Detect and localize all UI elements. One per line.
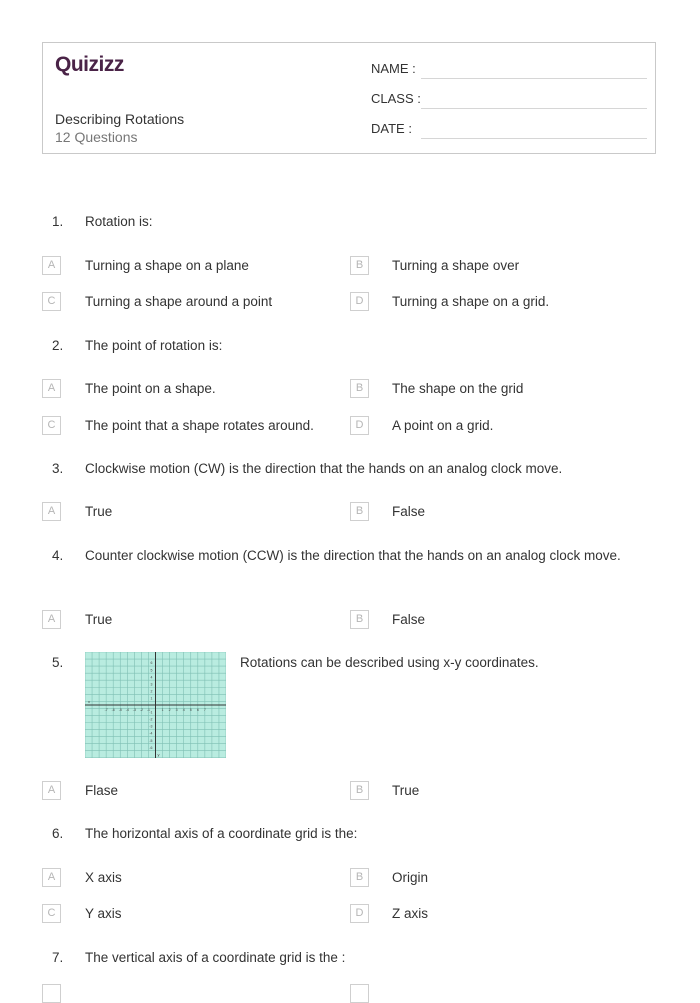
option-text: Turning a shape over [392, 258, 520, 273]
option-text: Z axis [392, 906, 429, 921]
coordinate-grid-image [85, 652, 226, 758]
x-tick-label: -4 [125, 708, 129, 712]
class-field[interactable] [421, 108, 647, 109]
question-number: 7. [52, 950, 64, 965]
y-tick-label: -6 [149, 745, 153, 750]
option-text: The point that a shape rotates around. [85, 418, 314, 433]
option-letter-partial [350, 984, 369, 1003]
x-tick-label: -5 [118, 708, 122, 712]
option-text: Origin [392, 870, 429, 885]
name-field[interactable] [421, 78, 647, 79]
y-tick-label: -1 [149, 710, 153, 715]
option-text: False [392, 612, 426, 627]
option-text: Turning a shape on a plane [85, 258, 249, 273]
option-text: Y axis [85, 906, 122, 921]
option-letter-partial [42, 984, 61, 1003]
question-text: The point of rotation is: [85, 338, 223, 353]
option-letter: D [350, 292, 369, 311]
question-count: 12 Questions [55, 129, 138, 145]
y-tick-label: -2 [149, 717, 153, 722]
name-label: NAME : [371, 61, 416, 76]
option-text: The point on a shape. [85, 381, 216, 396]
y-axis-letter: y [157, 752, 160, 757]
option-letter: A [42, 256, 61, 275]
x-tick-label: 2 [168, 708, 171, 712]
option-text: True [392, 783, 420, 798]
question-number: 4. [52, 548, 64, 563]
x-tick-label: -6 [111, 708, 115, 712]
question-text: The vertical axis of a coordinate grid is the : [85, 950, 346, 965]
option-text: Turning a shape on a grid. [392, 294, 550, 309]
option-letter: C [42, 292, 61, 311]
x-tick-label: -2 [139, 708, 143, 712]
option-letter: D [350, 904, 369, 923]
option-letter: D [350, 416, 369, 435]
option-text: True [85, 612, 113, 627]
option-letter: B [350, 256, 369, 275]
x-tick-label: 6 [196, 708, 199, 712]
class-label: CLASS : [371, 91, 421, 106]
x-tick-label: -7 [104, 708, 108, 712]
x-axis-letter: x [88, 699, 90, 704]
question-number: 6. [52, 826, 64, 841]
option-letter: A [42, 379, 61, 398]
option-letter: C [42, 904, 61, 923]
x-tick-label: 1 [161, 708, 164, 712]
option-text: The shape on the grid [392, 381, 524, 396]
y-tick-label: 6 [150, 661, 153, 666]
option-letter: A [42, 781, 61, 800]
question-text: Counter clockwise motion (CCW) is the direction that the hands on an analog clock move. [85, 548, 621, 563]
question-text: Clockwise motion (CW) is the direction that the hands on an analog clock move. [85, 461, 563, 476]
option-letter: B [350, 781, 369, 800]
option-letter: B [350, 610, 369, 629]
date-field[interactable] [421, 138, 647, 139]
x-tick-label: 3 [175, 708, 178, 712]
x-tick-label: -1 [146, 708, 151, 712]
x-tick-label: -3 [132, 708, 136, 712]
question-text: Rotation is: [85, 214, 153, 229]
y-tick-label: -5 [149, 738, 153, 743]
date-label: DATE : [371, 121, 412, 136]
option-letter: C [42, 416, 61, 435]
x-tick-label: 7 [203, 708, 206, 712]
option-text: Flase [85, 783, 119, 798]
option-letter: A [42, 610, 61, 629]
option-letter: B [350, 379, 369, 398]
option-text: A point on a grid. [392, 418, 494, 433]
y-tick-label: 3 [150, 682, 153, 687]
option-letter: A [42, 502, 61, 521]
question-number: 2. [52, 338, 64, 353]
y-tick-label: 4 [150, 675, 153, 680]
option-letter: B [350, 502, 369, 521]
option-text: False [392, 504, 426, 519]
option-letter: A [42, 868, 61, 887]
x-tick-label: 5 [189, 708, 192, 712]
option-text: X axis [85, 870, 122, 885]
question-text: Rotations can be described using x-y coordinates. [240, 655, 539, 670]
y-tick-label: -4 [149, 731, 153, 736]
x-tick-label: 4 [182, 708, 185, 712]
worksheet-header [42, 42, 656, 154]
option-text: True [85, 504, 113, 519]
option-letter: B [350, 868, 369, 887]
quizizz-logo: Quizizz [55, 53, 124, 76]
y-tick-label: 1 [150, 696, 153, 701]
question-text: The horizontal axis of a coordinate grid is the: [85, 826, 358, 841]
question-number: 1. [52, 214, 64, 229]
question-number: 3. [52, 461, 64, 476]
option-text: Turning a shape around a point [85, 294, 273, 309]
worksheet-title: Describing Rotations [55, 111, 185, 127]
y-tick-label: 2 [150, 689, 153, 694]
question-number: 5. [52, 655, 64, 670]
y-tick-label: -3 [149, 724, 153, 729]
y-tick-label: 5 [150, 668, 153, 673]
